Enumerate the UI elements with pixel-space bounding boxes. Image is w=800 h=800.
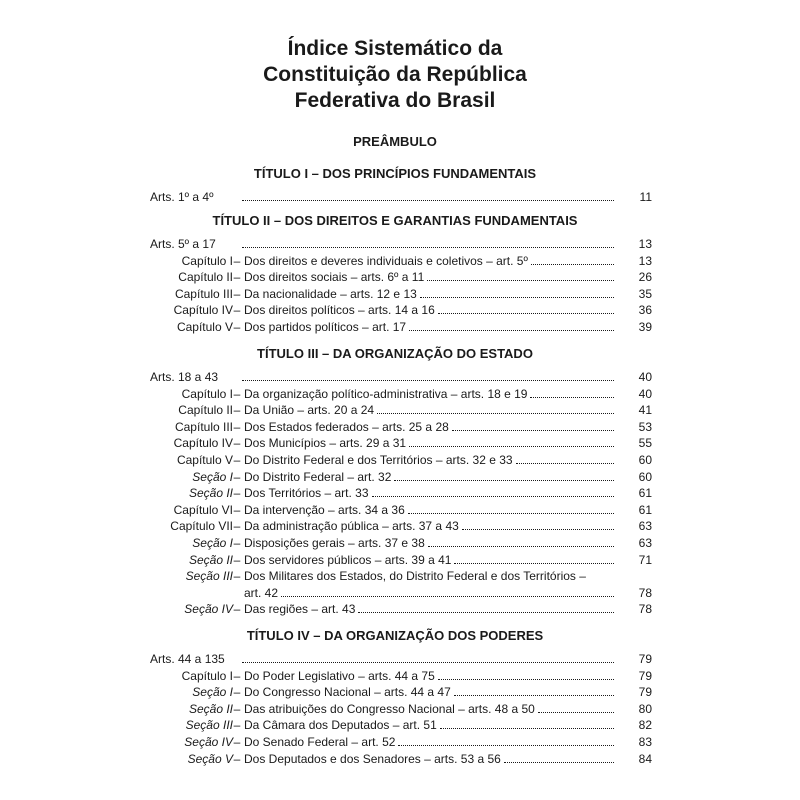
entry-title: Dos servidores públicos – arts. 39 a 41 [244, 552, 452, 567]
entry-label: Capítulo III [174, 419, 233, 434]
entry-page-number: 41 [638, 403, 652, 418]
entry-title: Das regiões – art. 43 [244, 602, 356, 617]
entry-page-number: 83 [638, 735, 652, 749]
toc-entry-continuation [150, 585, 652, 601]
entry-title: Dos Municípios – arts. 29 a 31 [244, 436, 407, 451]
toc-entry[interactable] [150, 734, 652, 750]
toc-entry[interactable] [150, 568, 652, 584]
toc-entry[interactable] [150, 518, 652, 534]
leader-dots [281, 596, 614, 597]
entry-page-number: 53 [638, 419, 652, 434]
entry-dash: – [233, 519, 241, 534]
entry-page-number: 63 [638, 536, 652, 550]
entry-title: Dos Territórios – art. 33 [244, 486, 369, 501]
entry-label: Seção II [188, 486, 233, 501]
entry-dash: – [233, 303, 241, 318]
section-heading: TÍTULO II – DOS DIREITOS E GARANTIAS FUNDAMENTAIS [212, 213, 578, 228]
entry-page-number: 79 [638, 685, 652, 700]
entry-page-number: 13 [638, 237, 652, 251]
entry-title: Dos direitos sociais – arts. 6º a 11 [244, 270, 425, 285]
toc-entry[interactable] [150, 651, 652, 667]
leader-dots [504, 762, 614, 763]
entry-title: Da Câmara dos Deputados – art. 51 [244, 718, 437, 733]
toc-entry[interactable] [150, 435, 652, 451]
entry-page-number: 80 [638, 701, 652, 716]
entry-page-number: 61 [638, 486, 652, 501]
entry-page-number: 60 [638, 453, 652, 467]
leader-dots [377, 413, 614, 414]
toc-entry[interactable] [150, 469, 652, 485]
entry-page-number: 13 [638, 253, 652, 268]
toc-entry[interactable] [150, 319, 652, 335]
leader-dots [516, 463, 614, 464]
entry-label: Arts. 44 a 135 [150, 652, 225, 666]
entry-label: Capítulo II [178, 403, 233, 418]
entry-dash: – [233, 552, 241, 567]
toc-entry[interactable] [150, 286, 652, 302]
entry-label: Seção IV [184, 735, 233, 749]
entry-page-number: 61 [638, 502, 652, 517]
entry-dash: – [233, 502, 241, 517]
entry-dash: – [233, 419, 241, 434]
entry-dash: – [233, 536, 241, 550]
entry-title: Dos Militares dos Estados, do Distrito Federal e dos Territórios – [244, 569, 586, 584]
leader-dots [372, 496, 614, 497]
entry-dash: – [233, 320, 241, 334]
entry-title: Da União – arts. 20 a 24 [244, 403, 375, 418]
entry-page-number: 40 [638, 370, 652, 384]
entry-title: Dos direitos políticos – arts. 14 a 16 [244, 303, 435, 318]
toc-entry[interactable] [150, 717, 652, 733]
entry-title: Disposições gerais – arts. 37 e 38 [244, 536, 425, 550]
entry-dash: – [233, 286, 241, 301]
leader-dots [438, 313, 614, 314]
leader-dots [538, 712, 614, 713]
entry-label: Capítulo III [174, 286, 233, 301]
leader-dots [394, 480, 614, 481]
entry-title: Da organização político-administrativa – arts. 18 e 19 [244, 386, 528, 401]
leader-dots [242, 380, 614, 381]
entry-label: Capítulo I [181, 386, 233, 401]
leader-dots [427, 280, 614, 281]
toc-entry[interactable] [150, 601, 652, 617]
leader-dots [242, 662, 614, 663]
entry-label: Capítulo V [176, 453, 233, 467]
entry-page-number: 36 [638, 303, 652, 318]
toc-entry[interactable] [150, 253, 652, 269]
entry-title: Das atribuições do Congresso Nacional – arts. 48 a 50 [244, 701, 535, 716]
leader-dots [408, 513, 614, 514]
title-line-1: Índice Sistemático da [287, 37, 503, 60]
entry-page-number: 11 [639, 190, 652, 204]
entry-label: Capítulo V [176, 320, 233, 334]
entry-title: Do Distrito Federal – art. 32 [244, 469, 392, 484]
toc-entry[interactable] [150, 269, 652, 285]
section-heading: TÍTULO IV – DA ORGANIZAÇÃO DOS PODERES [246, 628, 544, 643]
section-heading: TÍTULO I – DOS PRINCÍPIOS FUNDAMENTAIS [253, 166, 537, 181]
entry-label: Seção II [188, 701, 233, 716]
entry-label: Arts. 18 a 43 [150, 370, 219, 384]
title-line-2: Constituição da República [263, 63, 527, 86]
toc-entry[interactable] [150, 502, 652, 518]
leader-dots [454, 695, 614, 696]
page-title [0, 36, 790, 114]
entry-dash: – [233, 253, 241, 268]
entry-label: Seção III [185, 569, 233, 584]
entry-dash: – [233, 735, 241, 749]
entry-title: Do Distrito Federal e dos Territórios – arts. 32 e 33 [244, 453, 513, 467]
toc-entry[interactable] [150, 701, 652, 717]
entry-label: Seção II [188, 552, 233, 567]
entry-title: Dos Estados federados – arts. 25 a 28 [244, 419, 449, 434]
entry-page-number: 39 [638, 320, 652, 334]
entry-page-number: 55 [638, 436, 652, 451]
toc-entry[interactable] [150, 552, 652, 568]
leader-dots [530, 397, 614, 398]
leader-dots [398, 745, 614, 746]
leader-dots [438, 679, 614, 680]
entry-page-number: 79 [638, 652, 652, 666]
entry-dash: – [233, 270, 241, 285]
leader-dots [454, 563, 614, 564]
toc-entry[interactable] [150, 535, 652, 551]
leader-dots [531, 264, 614, 265]
entry-page-number: 78 [638, 602, 652, 617]
leader-dots [440, 728, 614, 729]
leader-dots [358, 612, 614, 613]
leader-dots [428, 546, 614, 547]
toc-entry[interactable] [150, 369, 652, 385]
entry-label: Capítulo VII [170, 519, 233, 534]
toc-entry[interactable] [150, 452, 652, 468]
entry-label: Capítulo IV [173, 303, 233, 318]
entry-title: Dos partidos políticos – art. 17 [244, 320, 407, 334]
entry-dash: – [233, 569, 241, 584]
entry-dash: – [233, 386, 241, 401]
entry-title: Da nacionalidade – arts. 12 e 13 [244, 286, 417, 301]
entry-label: Capítulo I [181, 253, 233, 268]
entry-label: Seção I [192, 469, 233, 484]
toc-entry[interactable] [150, 485, 652, 501]
entry-page-number: 40 [638, 386, 652, 401]
entry-label: Capítulo VI [173, 502, 233, 517]
entry-page-number: 63 [638, 519, 652, 534]
leader-dots [462, 529, 614, 530]
entry-label: Seção I [192, 685, 233, 700]
leader-dots [242, 200, 614, 201]
entry-title: Do Senado Federal – art. 52 [244, 735, 396, 749]
entry-dash: – [233, 469, 241, 484]
entry-label: Capítulo IV [173, 436, 233, 451]
entry-page-number: 35 [638, 286, 652, 301]
entry-dash: – [233, 602, 241, 617]
entry-page-number: 60 [638, 469, 652, 484]
toc-entry[interactable] [150, 236, 652, 252]
entry-label: Seção I [192, 536, 233, 550]
entry-label: Seção III [185, 718, 233, 733]
entry-title: Do Congresso Nacional – arts. 44 a 47 [244, 685, 451, 700]
leader-dots [409, 330, 614, 331]
entry-page-number: 82 [638, 718, 652, 733]
entry-title: Dos Deputados e dos Senadores – arts. 53 a 56 [244, 751, 501, 766]
entry-dash: – [233, 453, 241, 467]
entry-dash: – [233, 718, 241, 733]
entry-page-number: 78 [638, 585, 652, 600]
toc-entry[interactable] [150, 189, 652, 205]
entry-title-continuation: art. 42 [244, 585, 279, 600]
entry-label: Arts. 1º a 4º [150, 190, 214, 204]
toc-entry[interactable] [150, 419, 652, 435]
entry-page-number: 84 [638, 751, 652, 766]
preamble-heading: PREÂMBULO [353, 134, 437, 149]
entry-label: Seção IV [184, 602, 233, 617]
entry-dash: – [233, 403, 241, 418]
entry-dash: – [233, 486, 241, 501]
entry-dash: – [233, 436, 241, 451]
toc-entry[interactable] [150, 668, 652, 684]
entry-page-number: 26 [638, 270, 652, 285]
entry-dash: – [233, 701, 241, 716]
toc-entry[interactable] [150, 402, 652, 418]
toc-entry[interactable] [150, 302, 652, 318]
title-line-3: Federativa do Brasil [294, 89, 496, 112]
leader-dots [409, 446, 614, 447]
toc-entry[interactable] [150, 684, 652, 700]
entry-label: Seção V [187, 751, 233, 766]
entry-dash: – [233, 751, 241, 766]
entry-label: Arts. 5º a 17 [150, 237, 216, 251]
entry-title: Da intervenção – arts. 34 a 36 [244, 502, 405, 517]
toc-entry[interactable] [150, 751, 652, 767]
leader-dots [452, 430, 614, 431]
entry-label: Capítulo I [181, 668, 233, 683]
leader-dots [420, 297, 614, 298]
entry-dash: – [233, 685, 241, 700]
entry-dash: – [233, 668, 241, 683]
entry-page-number: 79 [638, 668, 652, 683]
section-heading: TÍTULO III – DA ORGANIZAÇÃO DO ESTADO [257, 346, 533, 361]
toc-entry[interactable] [150, 386, 652, 402]
entry-title: Dos direitos e deveres individuais e coletivos – art. 5º [244, 253, 528, 268]
entry-title: Do Poder Legislativo – arts. 44 a 75 [244, 668, 435, 683]
entry-page-number: 71 [638, 552, 652, 567]
entry-title: Da administração pública – arts. 37 a 43 [244, 519, 459, 534]
entry-label: Capítulo II [178, 270, 233, 285]
leader-dots [242, 247, 614, 248]
